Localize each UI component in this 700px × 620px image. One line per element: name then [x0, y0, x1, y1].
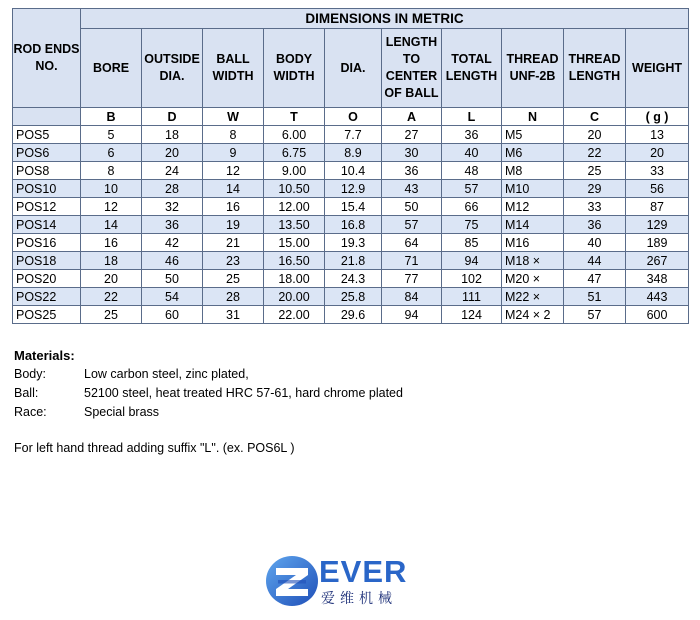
table-cell: 64 [382, 234, 442, 252]
symbol-cell-blank [13, 108, 81, 126]
material-line [14, 384, 674, 403]
table-cell: 44 [564, 252, 626, 270]
table-cell: 43 [382, 180, 442, 198]
table-cell: 19 [203, 216, 264, 234]
table-cell: 60 [142, 306, 203, 324]
table-cell: 24 [142, 162, 203, 180]
table-cell: 111 [442, 288, 502, 306]
table-cell: 18 [81, 252, 142, 270]
table-row [13, 162, 689, 180]
table-cell: M18 × [502, 252, 564, 270]
table-cell: 51 [564, 288, 626, 306]
table-row [13, 144, 689, 162]
material-value: 52100 steel, heat treated HRC 57-61, hard chrome plated [84, 386, 403, 400]
table-cell: 94 [382, 306, 442, 324]
table-row [13, 234, 689, 252]
table-cell: 9.00 [264, 162, 325, 180]
table-cell: 94 [442, 252, 502, 270]
table-cell: 40 [442, 144, 502, 162]
table-cell: 54 [142, 288, 203, 306]
materials-section [14, 346, 674, 458]
rod-end-number-cell: POS16 [13, 234, 81, 252]
column-symbol: L [442, 108, 502, 126]
table-cell: M14 [502, 216, 564, 234]
column-symbol: N [502, 108, 564, 126]
table-cell: 56 [626, 180, 689, 198]
table-cell: 6.75 [264, 144, 325, 162]
table-cell: 124 [442, 306, 502, 324]
column-symbol: O [325, 108, 382, 126]
column-header: BORE [81, 29, 142, 108]
table-cell: 18 [142, 126, 203, 144]
table-cell: 85 [442, 234, 502, 252]
material-key: Ball: [14, 386, 39, 400]
table-cell: 87 [626, 198, 689, 216]
table-cell: 25 [81, 306, 142, 324]
rod-end-number-cell: POS10 [13, 180, 81, 198]
table-cell: 8 [203, 126, 264, 144]
table-cell: 8 [81, 162, 142, 180]
table-cell: 12 [203, 162, 264, 180]
rod-end-number-cell: POS18 [13, 252, 81, 270]
table-cell: 600 [626, 306, 689, 324]
table-cell: 66 [442, 198, 502, 216]
table-cell: 15.00 [264, 234, 325, 252]
table-cell: 42 [142, 234, 203, 252]
table-cell: 28 [203, 288, 264, 306]
table-cell: 50 [382, 198, 442, 216]
rod-end-number-cell: POS6 [13, 144, 81, 162]
column-symbol: W [203, 108, 264, 126]
table-cell: 7.7 [325, 126, 382, 144]
column-header: TOTAL LENGTH [442, 29, 502, 108]
table-cell: 443 [626, 288, 689, 306]
table-cell: 71 [382, 252, 442, 270]
table-row [13, 270, 689, 288]
rod-end-number-cell: POS12 [13, 198, 81, 216]
table-cell: 14 [203, 180, 264, 198]
table-cell: 20 [142, 144, 203, 162]
table-cell: 29 [564, 180, 626, 198]
column-header: THREAD LENGTH [564, 29, 626, 108]
column-header: DIA. [325, 29, 382, 108]
table-row [13, 180, 689, 198]
table-cell: M6 [502, 144, 564, 162]
table-cell: 48 [442, 162, 502, 180]
rod-end-number-cell: POS20 [13, 270, 81, 288]
table-cell: 25 [203, 270, 264, 288]
table-row [13, 252, 689, 270]
table-cell: 40 [564, 234, 626, 252]
table-row [13, 306, 689, 324]
logo-name: EVER [319, 554, 408, 589]
table-cell: 30 [382, 144, 442, 162]
table-cell: 57 [564, 306, 626, 324]
table-cell: 21 [203, 234, 264, 252]
table-cell: 22 [564, 144, 626, 162]
table-cell: 20 [564, 126, 626, 144]
table-cell: 16 [81, 234, 142, 252]
table-cell: 20 [626, 144, 689, 162]
table-cell: 36 [442, 126, 502, 144]
table-cell: 5 [81, 126, 142, 144]
table-cell: 189 [626, 234, 689, 252]
table-cell: 8.9 [325, 144, 382, 162]
table-cell: 47 [564, 270, 626, 288]
rod-end-number-cell: POS25 [13, 306, 81, 324]
table-cell: M12 [502, 198, 564, 216]
rod-end-number-cell: POS5 [13, 126, 81, 144]
table-cell: 28 [142, 180, 203, 198]
table-cell: 32 [142, 198, 203, 216]
table-cell: 12.00 [264, 198, 325, 216]
table-cell: 15.4 [325, 198, 382, 216]
table-cell: 9 [203, 144, 264, 162]
table-cell: 20.00 [264, 288, 325, 306]
table-cell: 6 [81, 144, 142, 162]
table-cell: 31 [203, 306, 264, 324]
column-symbol: D [142, 108, 203, 126]
table-cell: 27 [382, 126, 442, 144]
table-cell: 36 [382, 162, 442, 180]
table-cell: M20 × [502, 270, 564, 288]
table-cell: 12.9 [325, 180, 382, 198]
table-cell: M10 [502, 180, 564, 198]
material-line [14, 365, 674, 384]
logo-subtitle: 爱维机械 [321, 591, 397, 607]
table-cell: 84 [382, 288, 442, 306]
dimensions-table [12, 8, 689, 324]
table-cell: 10 [81, 180, 142, 198]
column-header: OUTSIDE DIA. [142, 29, 203, 108]
table-cell: 24.3 [325, 270, 382, 288]
material-value: Special brass [84, 405, 160, 419]
table-cell: 75 [442, 216, 502, 234]
table-cell: M5 [502, 126, 564, 144]
table-cell: 57 [442, 180, 502, 198]
column-symbol: C [564, 108, 626, 126]
column-header: WEIGHT [626, 29, 689, 108]
table-cell: 36 [564, 216, 626, 234]
table-cell: 267 [626, 252, 689, 270]
table-cell: 25 [564, 162, 626, 180]
material-key: Race: [14, 405, 47, 419]
table-cell: 33 [626, 162, 689, 180]
table-title: DIMENSIONS IN METRIC [81, 9, 689, 29]
materials-title: Materials: [14, 348, 75, 363]
table-cell: M8 [502, 162, 564, 180]
table-cell: 18.00 [264, 270, 325, 288]
table-cell: 102 [442, 270, 502, 288]
table-cell: 22.00 [264, 306, 325, 324]
table-cell: M16 [502, 234, 564, 252]
rod-end-number-cell: POS22 [13, 288, 81, 306]
table-row [13, 288, 689, 306]
table-cell: 16.8 [325, 216, 382, 234]
table-cell: 13 [626, 126, 689, 144]
column-symbol: A [382, 108, 442, 126]
table-cell: 33 [564, 198, 626, 216]
column-header: LENGTH TO CENTER OF BALL [382, 29, 442, 108]
material-key: Body: [14, 367, 46, 381]
table-cell: 57 [382, 216, 442, 234]
table-cell: 23 [203, 252, 264, 270]
table-cell: 19.3 [325, 234, 382, 252]
rod-end-number-cell: POS8 [13, 162, 81, 180]
table-cell: 22 [81, 288, 142, 306]
table-cell: 348 [626, 270, 689, 288]
column-header: BALL WIDTH [203, 29, 264, 108]
table-cell: M22 × [502, 288, 564, 306]
table-cell: 50 [142, 270, 203, 288]
material-line [14, 403, 674, 422]
table-cell: 16 [203, 198, 264, 216]
left-hand-thread-note: For left hand thread adding suffix "L". (ex. POS6L ) [14, 441, 295, 455]
table-cell: 21.8 [325, 252, 382, 270]
table-cell: 16.50 [264, 252, 325, 270]
table-row [13, 198, 689, 216]
table-cell: 12 [81, 198, 142, 216]
column-symbol: ( g ) [626, 108, 689, 126]
column-header: THREAD UNF-2B [502, 29, 564, 108]
rod-end-number-cell: POS14 [13, 216, 81, 234]
column-symbol: T [264, 108, 325, 126]
table-row [13, 216, 689, 234]
table-cell: 13.50 [264, 216, 325, 234]
rod-ends-no-header: ROD ENDS NO. [13, 9, 81, 108]
table-cell: 129 [626, 216, 689, 234]
table-cell: 77 [382, 270, 442, 288]
column-header: BODY WIDTH [264, 29, 325, 108]
table-cell: 6.00 [264, 126, 325, 144]
material-value: Low carbon steel, zinc plated, [84, 367, 249, 381]
table-row [13, 126, 689, 144]
table-cell: 25.8 [325, 288, 382, 306]
table-cell: 46 [142, 252, 203, 270]
table-cell: 10.50 [264, 180, 325, 198]
table-cell: 20 [81, 270, 142, 288]
table-cell: 29.6 [325, 306, 382, 324]
column-symbol: B [81, 108, 142, 126]
table-cell: 36 [142, 216, 203, 234]
table-cell: 14 [81, 216, 142, 234]
table-cell: 10.4 [325, 162, 382, 180]
table-cell: M24 × 2 [502, 306, 564, 324]
